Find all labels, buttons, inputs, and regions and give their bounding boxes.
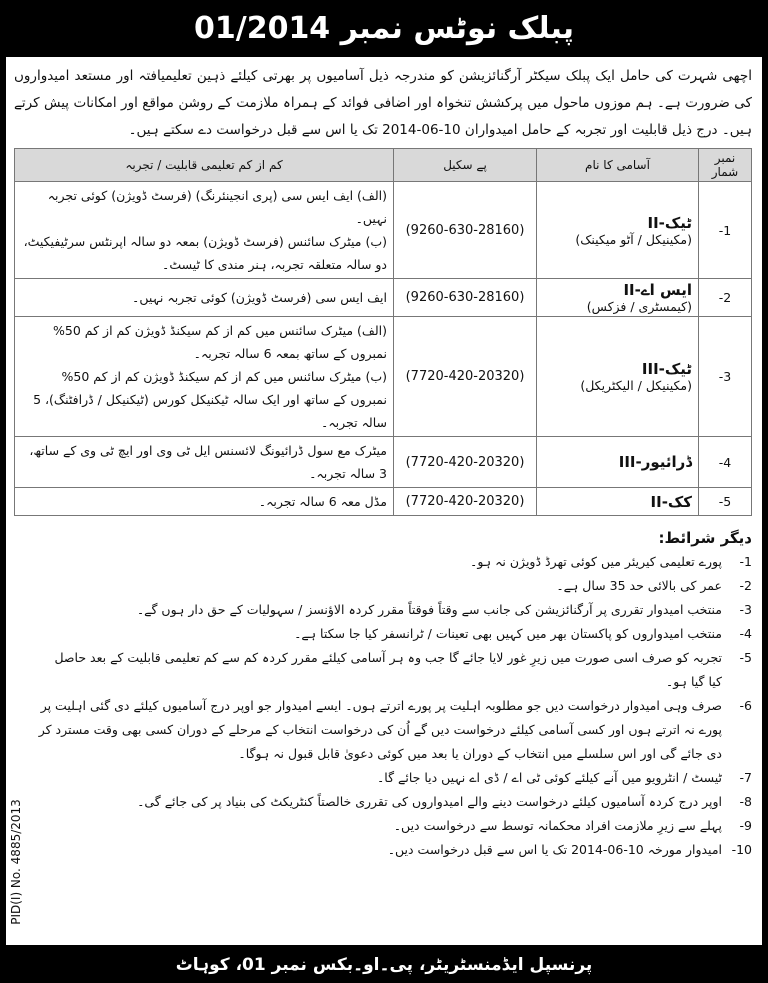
row-pay-scale: (7720-420-20320) xyxy=(394,317,537,437)
condition-text: ٹیسٹ / انٹرویو میں آنے کیلئے کوئی ٹی اے / ڈی اے نہیں دیا جائے گا۔ xyxy=(376,770,722,785)
header-qualification: کم از کم تعلیمی قابلیت / تجربہ xyxy=(15,149,394,182)
pid-number: PID(I) No. 4885/2013 xyxy=(9,799,23,925)
condition-text: منتخب امیدواروں کو پاکستان بھر میں کہیں بھی تعینات / ٹرانسفر کیا جا سکتا ہے۔ xyxy=(294,626,722,641)
row-post xyxy=(537,488,699,516)
condition-item xyxy=(38,622,752,646)
row-serial: -1 xyxy=(699,182,752,279)
pid-area xyxy=(6,787,26,937)
condition-number: -7 xyxy=(739,770,752,785)
row-post xyxy=(537,437,699,488)
condition-item xyxy=(38,838,752,862)
notice-body xyxy=(6,57,762,945)
post-name: ٹیک-III xyxy=(641,360,692,378)
row-post xyxy=(537,317,699,437)
qualification-line: (الف) میٹرک سائنس میں کم از کم سیکنڈ ڈویژن کم از کم 50% نمبروں کے ساتھ بمعہ 6 سالہ تجربہ۔ xyxy=(53,323,387,361)
condition-text: امیدوار مورخہ 10-06-2014 تک یا اس سے قبل درخواست دیں۔ xyxy=(387,842,722,857)
table-row xyxy=(15,279,752,317)
condition-number: -2 xyxy=(739,578,752,593)
condition-text: صرف وہی امیدوار درخواست دیں جو مطلوبہ اہلیت پر پورے اترتے ہوں۔ ایسے امیدوار جو اوپر درج آسامیوں کیلئے دی گئی اہلیت پر پورے نہ اترتے ہوں اور کسی آسامی کیلئے درخواست دیں گے اُن کی درخواست انتخاب کے مرحلے کے دوران کسی بھی وقت مسترد کر دی جائے گی اور اس سلسلے میں انتخاب کے دوران یا بعد میں کوئی دعویٰ قابل قبول نہ ہوگا۔ xyxy=(38,698,722,761)
condition-text: تجربہ کو صرف اسی صورت میں زیرِ غور لایا جائے گا جب وہ ہر آسامی کیلئے مقرر کردہ کم سے کم تعلیمی قابلیت کے بعد حاصل کیا گیا ہو۔ xyxy=(54,650,722,689)
row-serial: -2 xyxy=(699,279,752,317)
conditions-title: دیگر شرائط: xyxy=(658,529,752,547)
condition-item xyxy=(38,550,752,574)
qualification-line: (ب) میٹرک سائنس (فرسٹ ڈویژن) بمعہ دو سالہ اپرنٹس سرٹیفیکیٹ، دو سالہ متعلقہ تجربہ، ہنر مندی کا ٹیسٹ۔ xyxy=(23,234,387,272)
condition-item xyxy=(38,646,752,694)
condition-number: -9 xyxy=(739,818,752,833)
condition-text: عمر کی بالائی حد 35 سال ہے۔ xyxy=(556,578,722,593)
row-qualification xyxy=(15,437,394,488)
conditions-list xyxy=(38,550,752,862)
condition-item xyxy=(38,790,752,814)
row-qualification xyxy=(15,317,394,437)
intro-paragraph: اچھی شہرت کی حامل ایک پبلک سیکٹر آرگنائزیشن کو مندرجہ ذیل آسامیوں پر بھرتی کیلئے ذہین تعلیمیافتہ اور مستعد امیدواروں کی ضرورت ہے۔ ہم موزوں ماحول میں پرکشش تنخواہ اور اضافی فوائد کے ہمراہ ملازمت کے روشن مواقع اور امکانات پیش کرتے ہیں۔ درج ذیل قابلیت اور تجربہ کے حامل امیدواران 10-06-2014 تک یا اس سے قبل درخواست دے سکتے ہیں۔ xyxy=(14,68,752,138)
post-name: ڈرائیور-III xyxy=(618,453,692,471)
qualification-line: میٹرک مع سول ڈرائیونگ لائسنس ایل ٹی وی اور ایچ ٹی وی کے ساتھ، 3 سالہ تجربہ۔ xyxy=(29,443,387,481)
row-qualification xyxy=(15,279,394,317)
footer-address: پرنسپل ایڈمنسٹریٹر، پی۔او۔بکس نمبر 01، کوہاٹ xyxy=(0,945,768,983)
row-pay-scale: (7720-420-20320) xyxy=(394,437,537,488)
header-pay-scale: پے سکیل xyxy=(394,149,537,182)
condition-number: -6 xyxy=(739,698,752,713)
post-specialty: (مکینیکل / الیکٹریکل) xyxy=(580,378,692,393)
condition-number: -8 xyxy=(739,794,752,809)
condition-number: -10 xyxy=(731,842,752,857)
qualification-line: مڈل معہ 6 سالہ تجربہ۔ xyxy=(258,494,387,509)
condition-item xyxy=(38,766,752,790)
row-pay-scale: (9260-630-28160) xyxy=(394,279,537,317)
header-serial: نمبر شمار xyxy=(699,149,752,182)
post-name: ٹیک-II xyxy=(647,213,692,232)
table-row xyxy=(15,488,752,516)
row-serial: -5 xyxy=(699,488,752,516)
condition-number: -3 xyxy=(739,602,752,617)
condition-text: پہلے سے زیرِ ملازمت افراد محکمانہ توسط سے درخواست دیں۔ xyxy=(393,818,722,833)
condition-text: منتخب امیدوار تقرری پر آرگنائزیشن کی جانب سے وقتاً فوقتاً مقرر کردہ الاؤنسز / سہولیات کے حق دار ہوں گے۔ xyxy=(136,602,722,617)
vacancies-table xyxy=(14,148,752,516)
condition-number: -1 xyxy=(739,554,752,569)
condition-item xyxy=(38,814,752,838)
table-row xyxy=(15,437,752,488)
condition-item xyxy=(38,574,752,598)
post-name: کک-II xyxy=(650,492,692,511)
post-specialty: (مکینیکل / آٹو میکینک) xyxy=(575,231,692,247)
condition-number: -4 xyxy=(739,626,752,641)
table-row xyxy=(15,182,752,279)
condition-number: -5 xyxy=(739,650,752,665)
header-post: آسامی کا نام xyxy=(537,149,699,182)
row-serial: -4 xyxy=(699,437,752,488)
row-post xyxy=(537,182,699,279)
condition-text: اوپر درج کردہ آسامیوں کیلئے درخواست دینے والے امیدواروں کی تقرری خالصتاً کنٹریکٹ کی بنیاد پر کی جائے گی۔ xyxy=(137,794,722,809)
row-serial: -3 xyxy=(699,317,752,437)
row-pay-scale: (7720-420-20320) xyxy=(394,488,537,516)
notice-title: پبلک نوٹس نمبر 01/2014 xyxy=(0,0,768,57)
row-qualification xyxy=(15,488,394,516)
post-name: ایس اے-II xyxy=(623,281,692,299)
row-pay-scale: (9260-630-28160) xyxy=(394,182,537,279)
qualification-line: (الف) ایف ایس سی (پری انجینئرنگ) (فرسٹ ڈویژن) کوئی تجربہ نہیں۔ xyxy=(47,188,387,226)
qualification-line: (ب) میٹرک سائنس میں کم از کم سیکنڈ ڈویژن کم از کم 50% نمبروں کے ساتھ اور ایک سالہ ٹیکنیکل کورس (ٹیکنیکل / ڈرافٹنگ)، 5 سالہ تجربہ۔ xyxy=(33,369,387,430)
row-post xyxy=(537,279,699,317)
condition-item xyxy=(38,598,752,622)
post-specialty: (کیمسٹری / فزکس) xyxy=(586,299,692,314)
qualification-line: ایف ایس سی (فرسٹ ڈویژن) کوئی تجربہ نہیں۔ xyxy=(132,290,387,305)
row-qualification xyxy=(15,182,394,279)
condition-item xyxy=(38,694,752,766)
table-row xyxy=(15,317,752,437)
condition-text: پورے تعلیمی کیریئر میں کوئی تھرڈ ڈویژن نہ ہو۔ xyxy=(470,554,722,569)
